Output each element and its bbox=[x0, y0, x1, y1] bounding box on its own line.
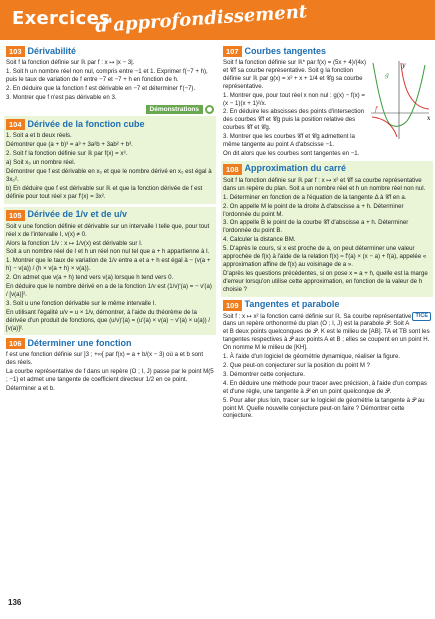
exercise-title: Dérivée de 1/v et de u/v bbox=[27, 209, 128, 220]
exercise-text: 5. D'après le cours, si x est proche de a, on peut déterminer une valeur approchée de f(x) à l'aide de la relation f(x) ≈ f′(a) × (x − a) + f(a), appelée « approximation affine de f(x) au voisinage de a ». bbox=[223, 245, 427, 268]
right-column bbox=[223, 46, 431, 423]
curve-f-right bbox=[401, 63, 429, 109]
exercise-text: 1. À l'aide d'un logiciel de géométrie dynamique, réaliser la figure. bbox=[223, 353, 401, 361]
exercise-title: Tangentes et parabole bbox=[244, 299, 340, 310]
exercise-105 bbox=[4, 207, 216, 336]
exercise-text: 2. En déduire que la fonction f est dérivable en −7 et déterminer f′(−7). bbox=[6, 84, 196, 92]
page-header bbox=[0, 0, 435, 40]
curve-g-label: g bbox=[385, 72, 389, 79]
exercise-title: Déterminer une fonction bbox=[27, 338, 132, 349]
exercise-title: Courbes tangentes bbox=[244, 45, 327, 56]
exercise-text: 2. On appelle M le point de la droite Δ d'abscisse a + h. Déterminer l'ordonnée du point M. bbox=[223, 202, 404, 218]
exercise-text: Soit f la fonction définie sur ℝ par f : x ↦ |x − 3|. bbox=[6, 59, 135, 66]
exercise-text: 1. Soit a et b deux réels. bbox=[6, 132, 72, 140]
exercise-text: 3. On appelle B le point de la courbe 𝒞f d'abscisse a + h. Déterminer l'ordonnée du point B. bbox=[223, 219, 409, 235]
tice-badge: TICE bbox=[412, 312, 431, 322]
exercise-text: D'après les questions précédentes, si on pose x = a + h, quelle est la marge d'erreur lorsqu'on utilise cette approximation, en fonction de la valeur de h choisie ? bbox=[223, 269, 428, 293]
exercise-text: 3. Montrer que les courbes 𝒞f et 𝒞g admettent la même tangente au point A d'abscisse −1. bbox=[223, 133, 355, 149]
exercise-103 bbox=[6, 46, 214, 102]
exercise-text: 2. Que peut-on conjecturer sur la position du point M ? bbox=[223, 362, 371, 369]
exercise-text: Soit f la fonction définie sur ℝ* par f(x) = (5x + 4)/(4x) et 𝒞f sa courbe représentative. Soit g la fonction définie sur ℝ par g(x) = x² + x + 1/4 et 𝒞g sa courbe représentative. bbox=[223, 59, 367, 90]
header-subtitle: d'approfondissement bbox=[94, 1, 308, 38]
exercise-text: f est une fonction définie sur ]3 ; +∞[ par f(x) = a + b/(x − 3) où a et b sont des réels. bbox=[6, 351, 204, 367]
exercise-text: 2. Soit f la fonction définie sur ℝ par f(x) = x³. bbox=[6, 150, 128, 158]
exercise-text: Soit f : x ↦ x² la fonction carré définie sur ℝ. Sa courbe représentative dans un repère orthonormé du plan (O ; I, J) est la parabole 𝒫. Soit A et B deux points quelconques de 𝒫. K est le milieu de [AB]. TA et TB sont les tangentes respectives à 𝒫 aux points A et B ; elles se coupent en un point H. On nomme M le milieu de [KH]. bbox=[223, 312, 430, 352]
exercise-text: Démontrer que (a + b)³ = a³ + 3a²b + 3ab² + b³. bbox=[6, 141, 133, 149]
exercise-text: Démontrer que f est dérivable en x₀ et que le nombre dérivé en x₀ est égal à 3x₀². bbox=[6, 168, 212, 183]
exercise-text: La courbe représentative de f dans un repère (O ; I, J) passe par le point M(5 ; −1) et admet une tangente de coefficient directeur 1/2 en ce point. bbox=[6, 368, 214, 384]
exercise-text: Alors la fonction 1/v : x ↦ 1/v(x) est dérivable sur I. bbox=[6, 239, 143, 247]
exercise-text: En utilisant l'égalité u/v = u × 1/v, démontrer, à l'aide du théorème de la dérivée d'un produit de fonctions, que (u/v)′(a) = (u′(a) × v(a) − v′(a) × u(a)) / [v(a)]². bbox=[6, 308, 211, 332]
exercise-text: 1. Montrer que, pour tout réel x non nul : g(x) − f(x) = (x − 1)(x + 1)²/x. bbox=[223, 91, 365, 107]
exercise-text: 2. On admet que v(a + h) tend vers v(a) lorsque h tend vers 0. bbox=[6, 274, 174, 282]
x-axis-label: x bbox=[427, 115, 431, 122]
exercise-number: 107 bbox=[223, 46, 242, 57]
exercise-text: 1. Déterminer en fonction de a l'équation de la tangente Δ à 𝒞f en a. bbox=[223, 193, 407, 201]
exercise-text: 3. Démontrer cette conjecture. bbox=[223, 370, 305, 378]
exercise-number: 103 bbox=[6, 46, 25, 57]
exercise-number: 108 bbox=[223, 164, 242, 175]
exercise-text: 3. Soit u une fonction dérivable sur le même intervalle I. bbox=[6, 299, 157, 307]
exercise-text: 2. En déduire les abscisses des points d'intersection des courbes 𝒞f et 𝒞g puis la position relative des courbes 𝒞f et 𝒞g. bbox=[223, 108, 365, 132]
exercise-number: 105 bbox=[6, 210, 25, 221]
exercise-text: Soit a un nombre réel de I et h un réel non nul tel que a + h appartienne à I. bbox=[6, 248, 210, 256]
exercise-text: b) En déduire que f est dérivable sur ℝ et que la fonction dérivée de f est définie pour tout réel x par f′(x) = 3x². bbox=[6, 184, 203, 200]
exercise-107 bbox=[223, 46, 431, 158]
curve-f-left bbox=[372, 117, 397, 137]
exercise-text: 4. Calculer la distance BM. bbox=[223, 236, 296, 244]
exercise-104 bbox=[4, 116, 216, 203]
header-title: Exercices bbox=[12, 8, 111, 29]
exercise-number: 106 bbox=[6, 338, 25, 349]
exercise-text: Déterminer a et b. bbox=[6, 385, 55, 393]
exercise-text: 3. Montrer que f n'est pas dérivable en 3. bbox=[6, 93, 117, 101]
demonstrations-label: Démonstrations bbox=[146, 105, 203, 115]
left-column bbox=[6, 46, 214, 396]
exercise-text: En déduire que le nombre dérivé en a de la fonction 1/v est (1/v)′(a) = − v′(a) / [v(a)]². bbox=[6, 283, 212, 298]
page-number: 136 bbox=[8, 598, 22, 607]
exercise-text: a) Soit x₀ un nombre réel. bbox=[6, 159, 76, 167]
exercise-106 bbox=[6, 338, 214, 393]
exercise-text: Soit f la fonction définie sur ℝ par f : x ↦ x² et 𝒞f sa courbe représentative dans un repère du plan. Soit a un nombre réel et h un nombre réel non nul. bbox=[223, 176, 426, 192]
exercise-title: Dérivée de la fonction cube bbox=[27, 118, 145, 129]
exercise-text: 1. Soit h un nombre réel non nul, compris entre −1 et 1. Exprimer f(−7 + h), puis le taux de variation de f entre −7 et −7 + h en fonction de h. bbox=[6, 67, 208, 83]
exercise-text: 1. Montrer que le taux de variation de 1/v entre a et a + h est égal à − (v(a + h) − v(a)) / (h × v(a + h) × v(a)). bbox=[6, 257, 211, 273]
exercise-title: Dérivabilité bbox=[27, 45, 77, 56]
exercise-text: Soit v une fonction définie et dérivable sur un intervalle I telle que, pour tout réel x de l'intervalle I, v(x) ≠ 0. bbox=[6, 222, 210, 238]
demonstrations-tag bbox=[6, 105, 214, 115]
exercise-text: 4. En déduire une méthode pour tracer avec précision, à l'aide d'un compas et d'une règle, une tangente à 𝒫 en un point quelconque de 𝒫. bbox=[223, 379, 427, 395]
y-axis-label: y bbox=[402, 62, 406, 69]
exercise-109 bbox=[223, 300, 431, 421]
exercise-text: On dit alors que les courbes sont tangentes en −1. bbox=[223, 149, 360, 157]
curves-graph bbox=[369, 59, 431, 141]
exercise-number: 104 bbox=[6, 119, 25, 130]
exercise-108 bbox=[221, 161, 433, 297]
exercise-text: 5. Pour aller plus loin, tracer sur le logiciel de géométrie la tangente à 𝒫 au point M. Quelle nouvelle conjecture peut-on faire ? Démontrer cette conjecture. bbox=[223, 396, 425, 420]
demonstration-icon bbox=[205, 105, 214, 114]
exercise-title: Approximation du carré bbox=[244, 163, 347, 174]
exercise-number: 109 bbox=[223, 300, 242, 311]
curve-f-label: f bbox=[375, 106, 378, 113]
